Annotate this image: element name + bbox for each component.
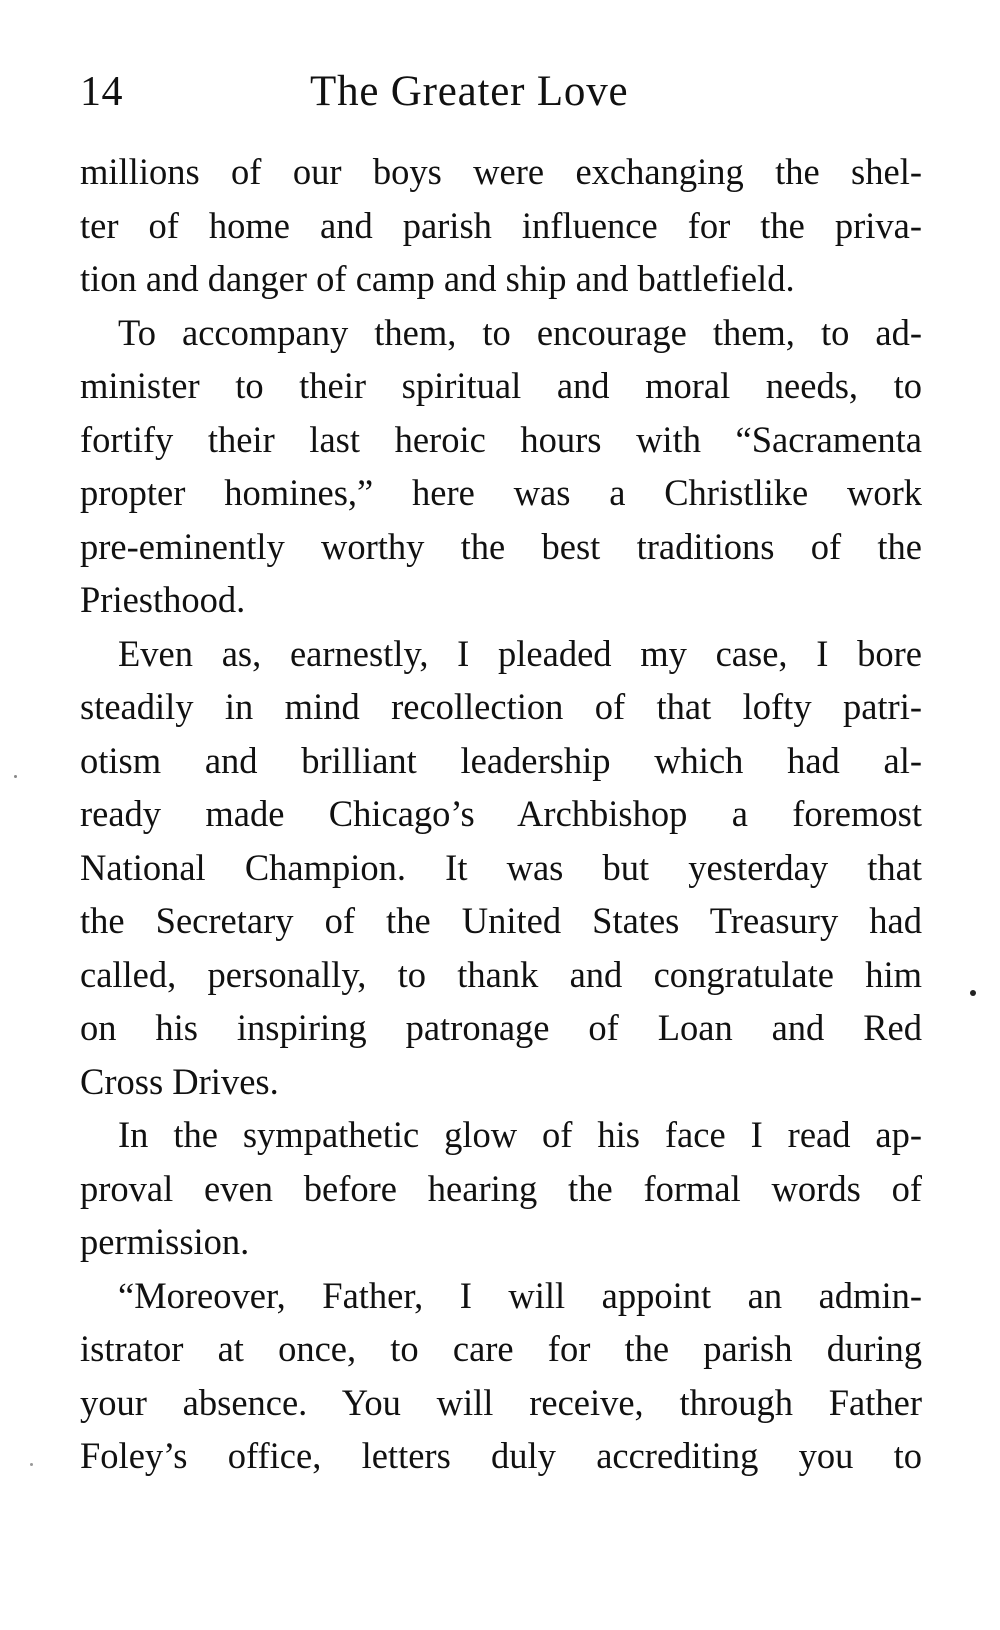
text-line: Cross Drives. [80,1060,279,1102]
body-text [80,145,922,1483]
text-line: In the sympathetic glow of his face I read ap- [118,1114,922,1155]
text-line: the Secretary of the United States Treasury had [80,900,922,941]
text-line: fortify their last heroic hours with “Sacramenta [80,418,922,460]
text-line: pre-eminently worthy the best traditions of the [80,525,922,567]
text-line: propter homines,” here was a Christlike work [80,472,922,513]
ink-speck [14,775,17,778]
text-line: your absence. You will receive, through Father [80,1381,922,1423]
text-line: ter of home and parish influence for the priva- [80,204,922,246]
text-line: millions of our boys were exchanging the shel- [80,151,922,192]
text-line: otism and brilliant leadership which had al- [80,739,922,781]
text-line: minister to their spiritual and moral needs, to [80,365,922,406]
text-line: To accompany them, to encourage them, to ad- [118,311,922,353]
page-number: 14 [80,69,123,115]
text-line: called, personally, to thank and congratulate him [80,953,922,995]
text-line: National Champion. It was but yesterday that [80,846,922,888]
text-line: on his inspiring patronage of Loan and Red [80,1007,922,1048]
text-line: Priesthood. [80,579,246,620]
running-head [80,62,922,122]
text-line: istrator at once, to care for the parish during [80,1328,922,1369]
text-line: “Moreover, Father, I will appoint an admin- [118,1274,922,1316]
text-line: permission. [80,1221,250,1262]
text-line: tion and danger of camp and ship and battlefield. [80,258,795,299]
ink-speck [970,990,976,996]
text-line: steadily in mind recollection of that lofty patri- [80,686,922,727]
ink-speck [30,1463,33,1466]
text-line: proval even before hearing the formal words of [80,1167,922,1209]
text-line: Even as, earnestly, I pleaded my case, I bore [118,632,922,674]
text-line: ready made Chicago’s Archbishop a foremost [80,793,922,834]
book-title: The Greater Love [310,68,629,115]
text-line: Foley’s office, letters duly accrediting you to [80,1435,922,1476]
